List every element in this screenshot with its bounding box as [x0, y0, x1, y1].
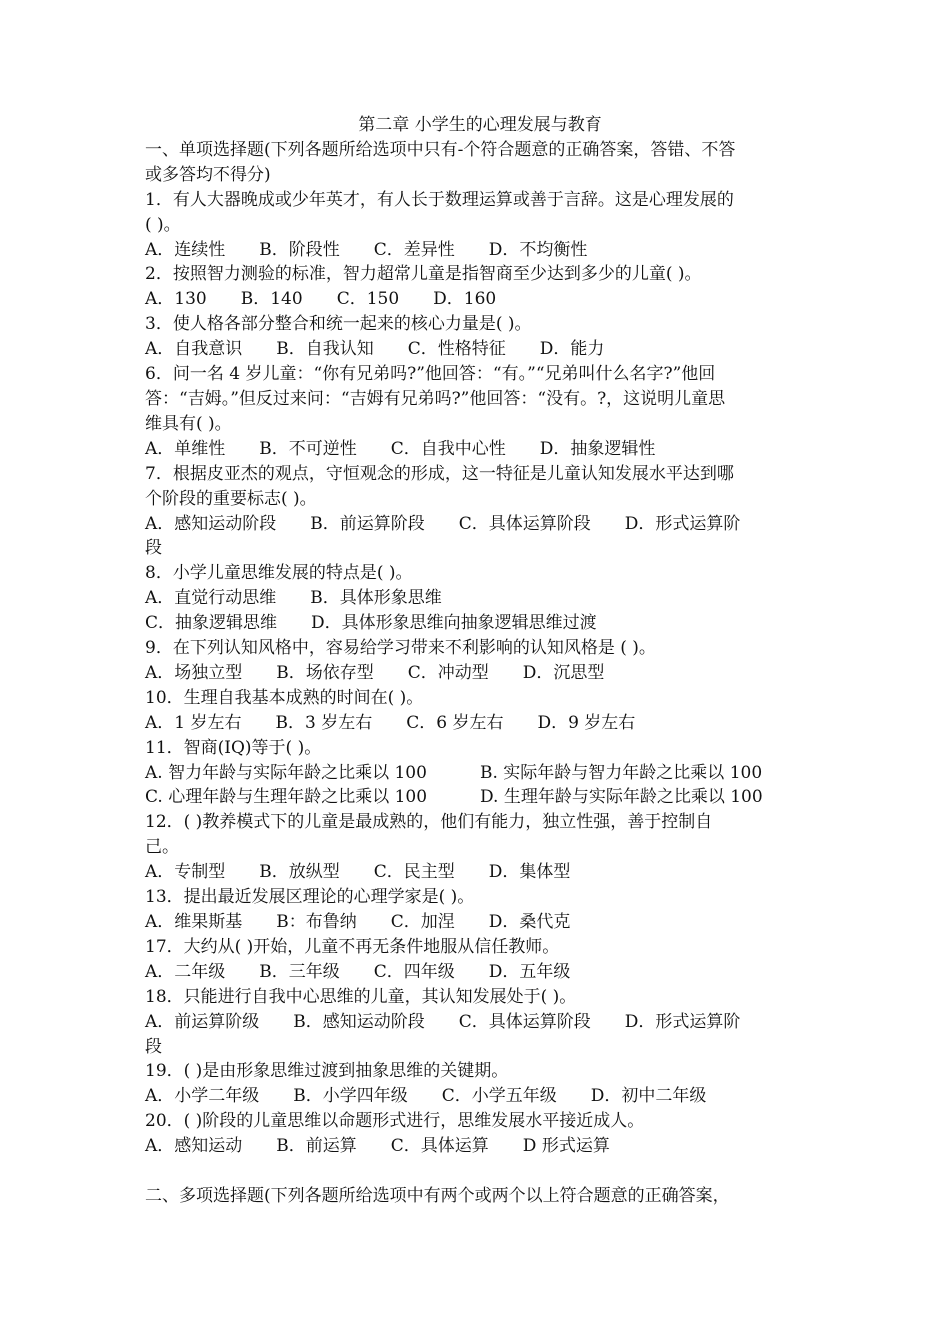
- answer-option: C．具体运算: [390, 1136, 489, 1157]
- page-title: 第二章 小学生的心理发展与教育: [358, 115, 602, 135]
- question-item: [145, 362, 815, 462]
- question-stem: 1．有人大器晚成或少年英才，有人长于数理运算或善于言辞。这是心理发展的: [145, 189, 734, 210]
- answer-option: B．三年级: [259, 961, 340, 982]
- answer-option: C．性格特征: [407, 339, 506, 360]
- options-row: [145, 1134, 815, 1159]
- answer-option: B．放纵型: [259, 862, 340, 883]
- answer-option: D．能力: [539, 339, 605, 360]
- question-stem: ( )。: [145, 214, 181, 235]
- options-row: [145, 1010, 815, 1035]
- answer-option: D．集体型: [488, 862, 571, 883]
- question-item: [145, 561, 815, 636]
- answer-option: D．形式运算阶: [624, 513, 741, 534]
- answer-option: D．具体形象思维向抽象逻辑思维过渡: [311, 613, 597, 634]
- question-item: [145, 1059, 815, 1109]
- question-item: [145, 736, 815, 811]
- answer-option: B．3 岁左右: [275, 712, 373, 733]
- answer-option: D. 生理年龄与实际年龄之比乘以 100: [480, 787, 763, 808]
- question-item: [145, 262, 815, 312]
- answer-option: D．沉思型: [522, 662, 605, 683]
- answer-option: C．小学五年级: [441, 1086, 557, 1107]
- answer-option: C．自我中心性: [390, 438, 506, 459]
- answer-option: D．形式运算阶: [624, 1011, 741, 1032]
- question-item: [145, 1109, 815, 1159]
- answer-option: A．前运算阶级: [145, 1011, 260, 1032]
- section2-heading: 二、多项选择题(下列各题所给选项中有两个或两个以上符合题意的正确答案，: [145, 1185, 730, 1206]
- answer-option: B．前运算阶段: [310, 513, 425, 534]
- question-stem: 8．小学儿童思维发展的特点是( )。: [145, 563, 413, 584]
- answer-option: A．感知运动: [145, 1136, 243, 1157]
- options-row: [145, 586, 815, 611]
- question-stem: 2．按照智力测验的标准，智力超常儿童是指智商至少达到多少的儿童( )。: [145, 264, 702, 285]
- answer-option: A．感知运动阶段: [145, 513, 277, 534]
- question-item: [145, 462, 815, 562]
- answer-option: B．不可逆性: [259, 438, 357, 459]
- answer-option: C．具体运算阶段: [458, 513, 591, 534]
- options-row: [145, 661, 815, 686]
- options-row: [145, 785, 815, 810]
- answer-option: A．维果斯基: [145, 912, 243, 932]
- option-continuation: 段: [145, 1036, 162, 1057]
- answer-option: A．1 岁左右: [145, 712, 242, 733]
- options-row: [145, 287, 815, 312]
- answer-option: D．五年级: [488, 961, 571, 982]
- question-stem: 己。: [145, 837, 179, 858]
- options-row: [145, 860, 815, 885]
- answer-option: C．四年级: [373, 961, 455, 982]
- answer-option: B．小学四年级: [293, 1086, 408, 1107]
- answer-option: D．不均衡性: [488, 239, 588, 260]
- section1-heading: 一、单项选择题(下列各题所给选项中只有-个符合题意的正确答案，答错、不答: [145, 139, 736, 160]
- question-item: [145, 885, 815, 935]
- answer-option: C．具体运算阶段: [458, 1011, 591, 1032]
- question-stem: 个阶段的重要标志( )。: [145, 488, 317, 509]
- question-item: [145, 935, 815, 985]
- answer-option: C．150: [336, 289, 400, 310]
- document-page: [145, 113, 815, 1209]
- answer-option: C．6 岁左右: [406, 712, 504, 733]
- answer-option: A．130: [145, 289, 207, 310]
- answer-option: B．阶段性: [259, 239, 340, 260]
- answer-option: D．9 岁左右: [537, 712, 636, 733]
- answer-option: C．差异性: [373, 239, 455, 260]
- question-stem: 20．( )阶段的儿童思维以命题形式进行，思维发展水平接近成人。: [145, 1111, 645, 1132]
- answer-option: B：布鲁纳: [276, 912, 357, 932]
- answer-option: B．前运算: [276, 1136, 357, 1157]
- question-stem: 7．根据皮亚杰的观点，守恒观念的形成，这一特征是儿童认知发展水平达到哪: [145, 463, 734, 484]
- answer-option: A．小学二年级: [145, 1086, 260, 1107]
- answer-option: C．民主型: [373, 862, 455, 883]
- question-item: [145, 985, 815, 1060]
- options-row: [145, 512, 815, 537]
- options-row: [145, 910, 815, 935]
- answer-option: A. 智力年龄与实际年龄之比乘以 100: [145, 762, 427, 783]
- question-item: [145, 636, 815, 686]
- options-row: [145, 611, 815, 636]
- question-stem: 18．只能进行自我中心思维的儿童，其认知发展处于( )。: [145, 986, 577, 1007]
- answer-option: D．抽象逻辑性: [539, 438, 656, 459]
- question-list: [145, 188, 815, 1159]
- options-row: [145, 238, 815, 263]
- question-stem: 维具有( )。: [145, 413, 232, 434]
- question-item: [145, 810, 815, 885]
- answer-option: A．连续性: [145, 239, 226, 260]
- question-stem: 答：“吉姆。”但反过来问：“吉姆有兄弟吗?”他回答：“没有。?，这说明儿童思: [145, 388, 726, 409]
- question-item: [145, 312, 815, 362]
- answer-option: D．桑代克: [488, 912, 571, 932]
- answer-option: B．场依存型: [276, 662, 374, 683]
- question-stem: 9．在下列认知风格中，容易给学习带来不利影响的认知风格是 ( )。: [145, 638, 656, 659]
- answer-option: C．抽象逻辑思维: [145, 613, 278, 634]
- answer-option: C．冲动型: [407, 662, 489, 683]
- question-stem: 6．问一名 4 岁儿童：“你有兄弟吗?”他回答：“有。”“兄弟叫什么名字?”他回: [145, 364, 716, 385]
- question-stem: 17．大约从( )开始，儿童不再无条件地服从信任教师。: [145, 936, 560, 957]
- section1-heading-cont: 或多答均不得分): [145, 164, 271, 185]
- question-item: [145, 188, 815, 263]
- question-stem: 19．( )是由形象思维过渡到抽象思维的关键期。: [145, 1061, 509, 1082]
- question-stem: 10．生理自我基本成熟的时间在( )。: [145, 687, 424, 708]
- answer-option: C．加涅: [390, 912, 455, 932]
- answer-option: B．感知运动阶段: [293, 1011, 425, 1032]
- answer-option: A．自我意识: [145, 339, 243, 360]
- question-stem: 12．( )教养模式下的儿童是最成熟的，他们有能力，独立性强，善于控制自: [145, 812, 713, 833]
- answer-option: A．二年级: [145, 961, 226, 982]
- question-stem: 11．智商(IQ)等于( )。: [145, 737, 322, 758]
- answer-option: A．单维性: [145, 438, 226, 459]
- answer-option: A．场独立型: [145, 662, 243, 683]
- question-stem: 13．提出最近发展区理论的心理学家是( )。: [145, 887, 475, 908]
- options-row: [145, 960, 815, 985]
- answer-option: D．160: [433, 289, 497, 310]
- options-row: [145, 337, 815, 362]
- answer-option: B．140: [240, 289, 303, 310]
- answer-option: B．具体形象思维: [310, 588, 442, 609]
- question-item: [145, 686, 815, 736]
- spacer: [145, 1159, 815, 1184]
- answer-option: B．自我认知: [276, 339, 374, 360]
- question-stem: 3．使人格各部分整合和统一起来的核心力量是( )。: [145, 314, 532, 335]
- options-row: [145, 1084, 815, 1109]
- answer-option: C. 心理年龄与生理年龄之比乘以 100: [145, 787, 428, 808]
- option-continuation: 段: [145, 538, 162, 559]
- options-row: [145, 711, 815, 736]
- answer-option: B. 实际年龄与智力年龄之比乘以 100: [480, 762, 763, 783]
- options-row: [145, 761, 815, 786]
- answer-option: A．专制型: [145, 862, 226, 883]
- answer-option: A．直觉行动思维: [145, 588, 277, 609]
- answer-option: D．初中二年级: [590, 1086, 707, 1107]
- answer-option: D 形式运算: [522, 1136, 610, 1157]
- options-row: [145, 437, 815, 462]
